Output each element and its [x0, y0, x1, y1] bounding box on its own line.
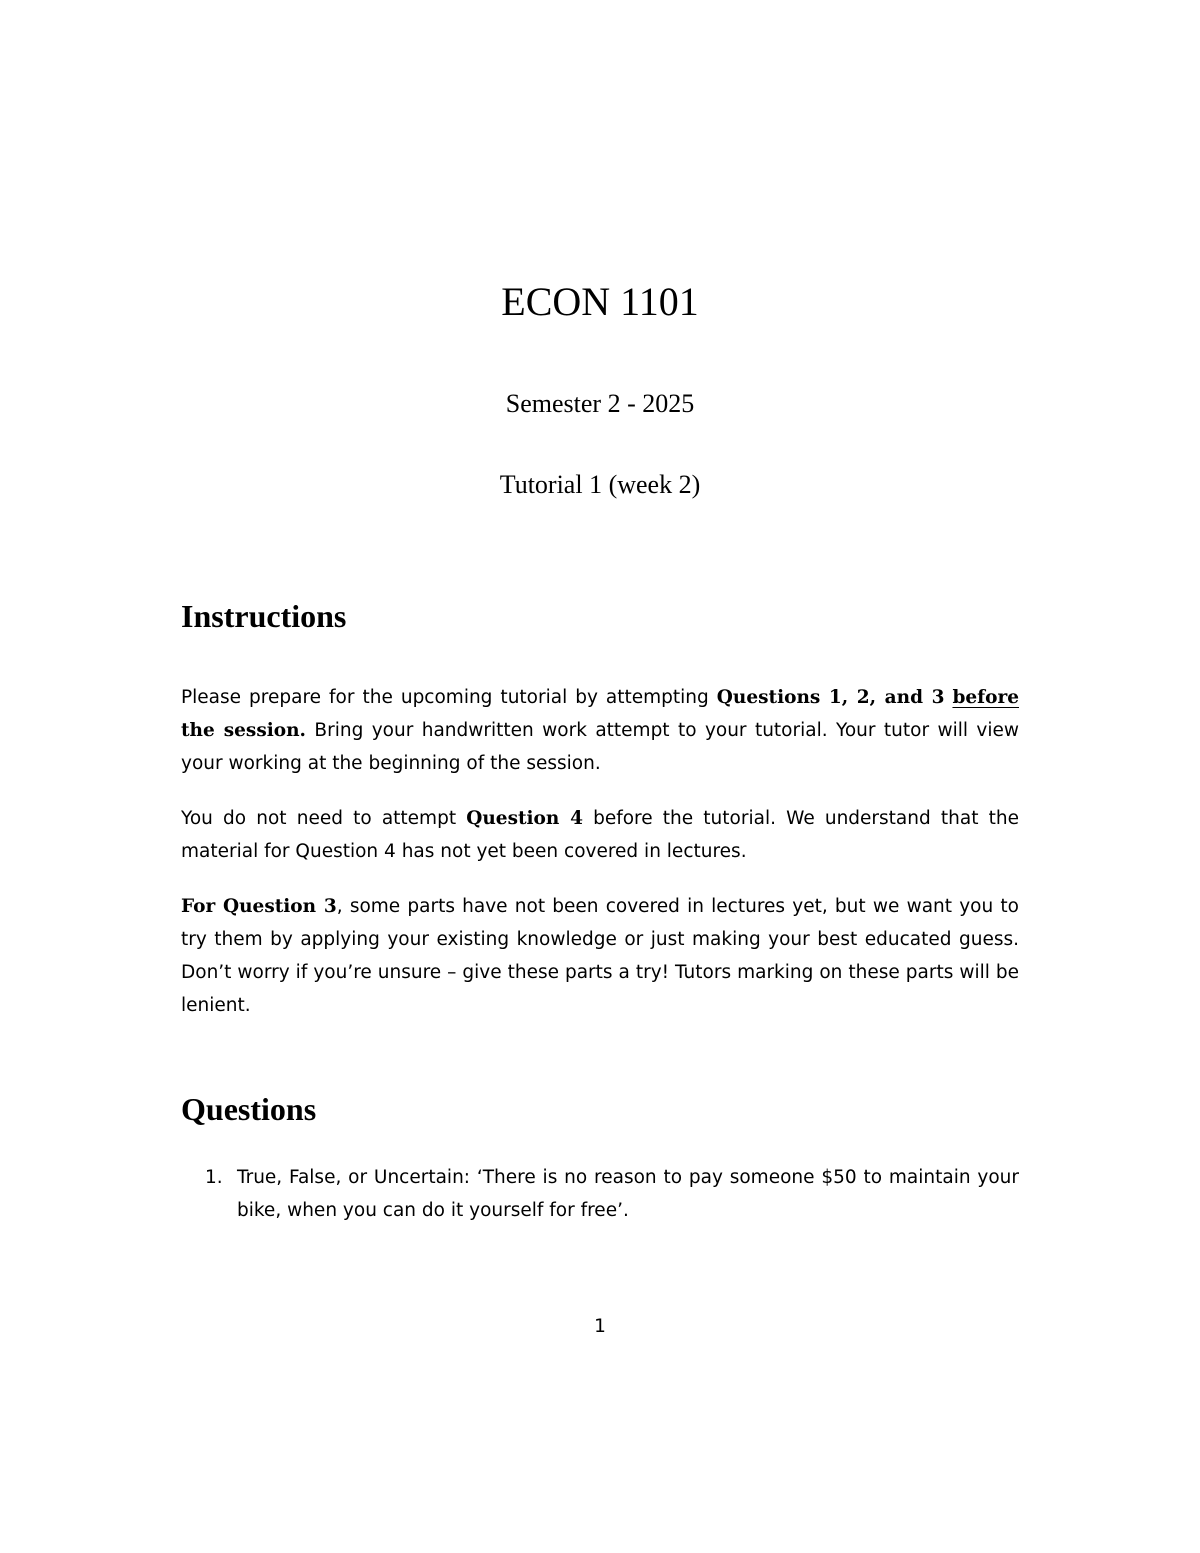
question-list — [181, 1161, 1019, 1227]
bold-the-session: the session. — [181, 720, 307, 741]
text-run: before the tutorial. We understand that the material for Question 4 has not yet been covered in lectures. — [181, 808, 1019, 862]
page-number: 1 — [594, 1316, 606, 1337]
question-item — [181, 1161, 1019, 1227]
underlined-before: before — [952, 687, 1019, 708]
text-run: , some parts have not been covered in lectures yet, but we want you to try them by applying your existing knowledge or just making your best educated guess. Don’t worry if you’re unsure – give these parts a try! Tutors marking on these parts will be lenient. — [181, 896, 1019, 1016]
bold-question-4: Question 4 — [466, 808, 583, 829]
instructions-paragraph-1 — [181, 681, 1019, 780]
questions-heading: Questions — [181, 1091, 317, 1127]
bold-questions-1-2-3: Questions 1, 2, and 3 — [716, 687, 945, 708]
tutorial-line: Tutorial 1 (week 2) — [499, 470, 701, 499]
question-number: 1. — [205, 1167, 223, 1188]
instructions-heading: Instructions — [181, 598, 347, 634]
question-text: True, False, or Uncertain: ‘There is no reason to pay someone $50 to maintain your bike, when you can do it yourself for free’. — [237, 1167, 1019, 1221]
course-title: ECON 1101 — [501, 279, 699, 324]
instructions-paragraph-3 — [181, 890, 1019, 1022]
semester-line: Semester 2 - 2025 — [505, 389, 695, 418]
bold-for-question-3: For Question 3 — [181, 896, 337, 917]
text-run: You do not need to attempt — [181, 808, 467, 829]
instructions-paragraph-2 — [181, 802, 1019, 868]
text-run: Bring your handwritten work attempt to your tutorial. Your tutor will view your working at the beginning of the session. — [181, 720, 1020, 774]
text-run: Please prepare for the upcoming tutorial by attempting — [181, 687, 717, 708]
